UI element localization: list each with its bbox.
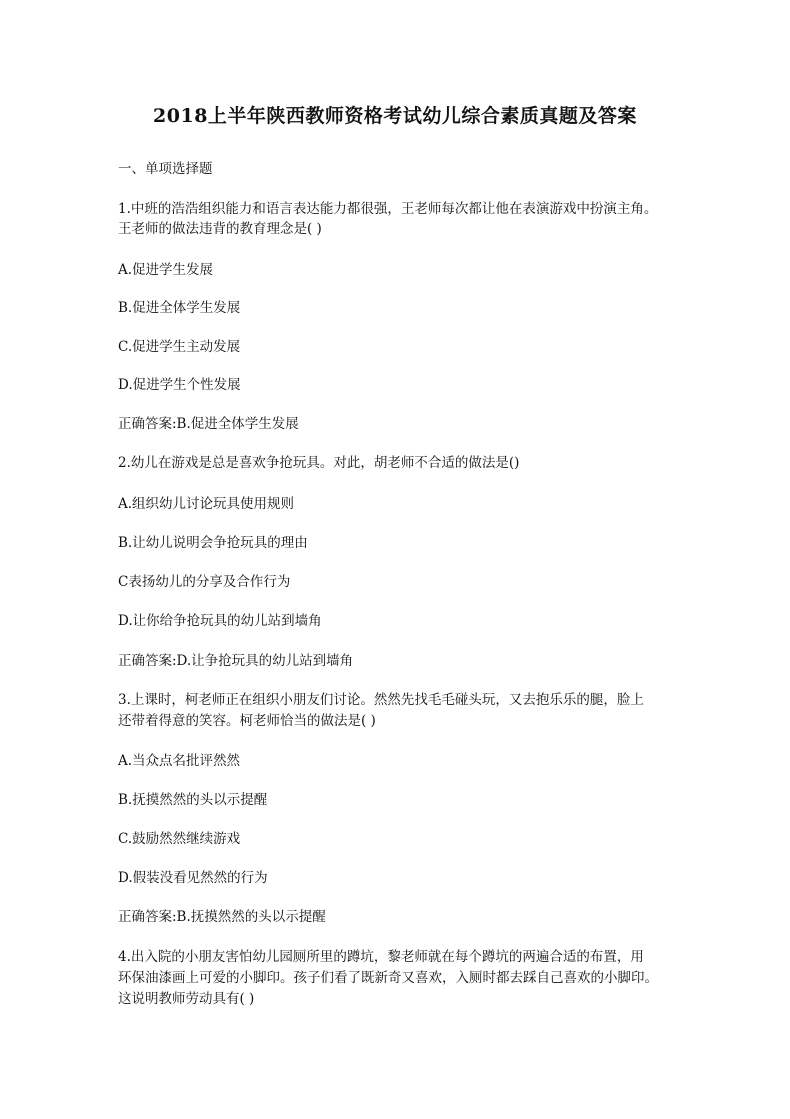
question-1-stem-line-1: 1.中班的浩浩组织能力和语言表达能力都很强，王老师每次都让他在表演游戏中扮演主角。 xyxy=(118,201,658,217)
question-1-stem-line-2: 王老师的做法违背的教育理念是( ) xyxy=(118,221,322,237)
question-2-option-b: B.让幼儿说明会争抢玩具的理由 xyxy=(118,535,308,551)
question-3-option-c: C.鼓励然然继续游戏 xyxy=(118,831,241,847)
question-1-option-c: C.促进学生主动发展 xyxy=(118,339,241,355)
question-2-answer: 正确答案:D.让争抢玩具的幼儿站到墙角 xyxy=(118,653,354,669)
question-1-answer: 正确答案:B.促进全体学生发展 xyxy=(118,416,299,432)
question-3-option-b: B.抚摸然然的头以示提醒 xyxy=(118,792,268,808)
question-1-option-b: B.促进全体学生发展 xyxy=(118,300,241,316)
question-3-answer: 正确答案:B.抚摸然然的头以示提醒 xyxy=(118,909,326,925)
question-2-stem-line-1: 2.幼儿在游戏是总是喜欢争抢玩具。对此，胡老师不合适的做法是() xyxy=(118,455,520,471)
question-3-stem-line-2: 还带着得意的笑容。柯老师恰当的做法是( ) xyxy=(118,713,376,729)
question-4-stem-line-2: 环保油漆画上可爱的小脚印。孩子们看了既新奇又喜欢，入厕时都去踩自己喜欢的小脚印。 xyxy=(118,970,658,986)
section-heading: 一、单项选择题 xyxy=(118,161,213,177)
question-3-option-a: A.当众点名批评然然 xyxy=(118,753,241,769)
question-3-option-d: D.假装没看见然然的行为 xyxy=(118,870,268,886)
question-2-option-d: D.让你给争抢玩具的幼儿站到墙角 xyxy=(118,613,322,629)
question-4-stem-line-3: 这说明教师劳动具有( ) xyxy=(118,991,255,1007)
question-4-stem-line-1: 4.出入院的小朋友害怕幼儿园厕所里的蹲坑，黎老师就在每个蹲坑的两遍合适的布置，用 xyxy=(118,949,644,965)
document-title: 2018上半年陕西教师资格考试幼儿综合素质真题及答案 xyxy=(153,105,637,127)
question-1-option-d: D.促进学生个性发展 xyxy=(118,377,241,393)
question-1-option-a: A.促进学生发展 xyxy=(118,262,214,278)
question-3-stem-line-1: 3.上课时，柯老师正在组织小朋友们讨论。然然先找毛毛碰头玩，又去抱乐乐的腿，脸上 xyxy=(118,692,644,708)
question-2-option-a: A.组织幼儿讨论玩具使用规则 xyxy=(118,496,295,512)
question-2-option-c: C表扬幼儿的分享及合作行为 xyxy=(118,574,291,590)
